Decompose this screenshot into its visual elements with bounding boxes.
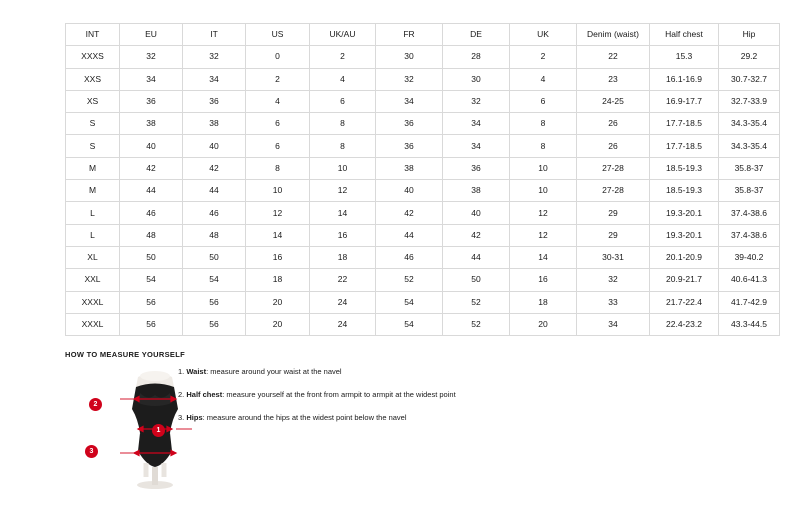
cell-uk-au: 14 bbox=[310, 202, 376, 224]
table-header-row bbox=[66, 24, 780, 46]
cell-de: 36 bbox=[443, 157, 510, 179]
table-row bbox=[66, 269, 780, 291]
cell-uk: 12 bbox=[510, 202, 577, 224]
column-header-uk: UK bbox=[510, 24, 577, 46]
cell-fr: 30 bbox=[376, 46, 443, 68]
instruction-waist bbox=[178, 366, 608, 377]
cell-us: 12 bbox=[246, 202, 310, 224]
cell-uk: 4 bbox=[510, 68, 577, 90]
cell-hip: 41.7-42.9 bbox=[719, 291, 780, 313]
cell-uk: 18 bbox=[510, 291, 577, 313]
cell-uk: 16 bbox=[510, 269, 577, 291]
cell-eu: 32 bbox=[120, 46, 183, 68]
instruction-term-waist: Waist bbox=[186, 367, 207, 376]
size-chart bbox=[65, 23, 767, 336]
cell-hip: 40.6-41.3 bbox=[719, 269, 780, 291]
cell-uk: 12 bbox=[510, 224, 577, 246]
cell-it: 56 bbox=[183, 291, 246, 313]
cell-it: 54 bbox=[183, 269, 246, 291]
cell-half-chest: 15.3 bbox=[650, 46, 719, 68]
cell-uk: 6 bbox=[510, 90, 577, 112]
cell-uk-au: 24 bbox=[310, 313, 376, 335]
cell-uk-au: 12 bbox=[310, 180, 376, 202]
cell-fr: 38 bbox=[376, 157, 443, 179]
cell-us: 4 bbox=[246, 90, 310, 112]
table-row bbox=[66, 157, 780, 179]
cell-eu: 36 bbox=[120, 90, 183, 112]
cell-de: 44 bbox=[443, 246, 510, 268]
cell-hip: 37.4-38.6 bbox=[719, 202, 780, 224]
cell-hip: 34.3-35.4 bbox=[719, 113, 780, 135]
instruction-half-chest bbox=[178, 389, 608, 400]
column-header-int: INT bbox=[66, 24, 120, 46]
column-header-uk-au: UK/AU bbox=[310, 24, 376, 46]
instruction-term-half-chest: Half chest bbox=[186, 390, 223, 399]
cell-half-chest: 20.9-21.7 bbox=[650, 269, 719, 291]
cell-int: XS bbox=[66, 90, 120, 112]
cell-uk-au: 8 bbox=[310, 113, 376, 135]
cell-it: 36 bbox=[183, 90, 246, 112]
cell-fr: 46 bbox=[376, 246, 443, 268]
cell-uk: 2 bbox=[510, 46, 577, 68]
cell-fr: 44 bbox=[376, 224, 443, 246]
column-header-half-chest: Half chest bbox=[650, 24, 719, 46]
cell-denim-waist: 27-28 bbox=[577, 180, 650, 202]
cell-fr: 52 bbox=[376, 269, 443, 291]
cell-uk-au: 18 bbox=[310, 246, 376, 268]
cell-us: 2 bbox=[246, 68, 310, 90]
cell-uk-au: 22 bbox=[310, 269, 376, 291]
cell-fr: 42 bbox=[376, 202, 443, 224]
cell-uk-au: 24 bbox=[310, 291, 376, 313]
cell-hip: 35.8-37 bbox=[719, 157, 780, 179]
cell-half-chest: 22.4-23.2 bbox=[650, 313, 719, 335]
cell-int: XXXL bbox=[66, 291, 120, 313]
cell-int: XXS bbox=[66, 68, 120, 90]
table-row bbox=[66, 313, 780, 335]
cell-denim-waist: 27-28 bbox=[577, 157, 650, 179]
cell-us: 0 bbox=[246, 46, 310, 68]
cell-int: XXXL bbox=[66, 313, 120, 335]
cell-hip: 30.7-32.7 bbox=[719, 68, 780, 90]
cell-half-chest: 19.3-20.1 bbox=[650, 202, 719, 224]
cell-it: 50 bbox=[183, 246, 246, 268]
cell-denim-waist: 23 bbox=[577, 68, 650, 90]
cell-denim-waist: 22 bbox=[577, 46, 650, 68]
cell-it: 40 bbox=[183, 135, 246, 157]
cell-hip: 39-40.2 bbox=[719, 246, 780, 268]
cell-hip: 37.4-38.6 bbox=[719, 224, 780, 246]
cell-us: 8 bbox=[246, 157, 310, 179]
cell-us: 16 bbox=[246, 246, 310, 268]
cell-us: 14 bbox=[246, 224, 310, 246]
column-header-denim-waist: Denim (waist) bbox=[577, 24, 650, 46]
column-header-eu: EU bbox=[120, 24, 183, 46]
cell-eu: 48 bbox=[120, 224, 183, 246]
cell-uk: 10 bbox=[510, 157, 577, 179]
cell-de: 50 bbox=[443, 269, 510, 291]
cell-denim-waist: 26 bbox=[577, 135, 650, 157]
cell-de: 52 bbox=[443, 291, 510, 313]
cell-eu: 56 bbox=[120, 313, 183, 335]
cell-it: 38 bbox=[183, 113, 246, 135]
cell-int: S bbox=[66, 135, 120, 157]
instruction-text-hips: : measure around the hips at the widest point below the navel bbox=[202, 413, 407, 422]
cell-eu: 46 bbox=[120, 202, 183, 224]
cell-hip: 34.3-35.4 bbox=[719, 135, 780, 157]
cell-denim-waist: 26 bbox=[577, 113, 650, 135]
cell-it: 34 bbox=[183, 68, 246, 90]
column-header-fr: FR bbox=[376, 24, 443, 46]
cell-de: 40 bbox=[443, 202, 510, 224]
cell-int: M bbox=[66, 180, 120, 202]
column-header-us: US bbox=[246, 24, 310, 46]
cell-it: 32 bbox=[183, 46, 246, 68]
cell-half-chest: 18.5-19.3 bbox=[650, 180, 719, 202]
cell-eu: 34 bbox=[120, 68, 183, 90]
cell-us: 20 bbox=[246, 291, 310, 313]
cell-denim-waist: 32 bbox=[577, 269, 650, 291]
cell-denim-waist: 29 bbox=[577, 224, 650, 246]
instruction-text-half-chest: : measure yourself at the front from armpit to armpit at the widest point bbox=[222, 390, 456, 399]
cell-half-chest: 18.5-19.3 bbox=[650, 157, 719, 179]
cell-denim-waist: 33 bbox=[577, 291, 650, 313]
cell-us: 18 bbox=[246, 269, 310, 291]
cell-uk-au: 16 bbox=[310, 224, 376, 246]
cell-int: S bbox=[66, 113, 120, 135]
instruction-term-hips: Hips bbox=[186, 413, 203, 422]
cell-uk: 20 bbox=[510, 313, 577, 335]
cell-us: 6 bbox=[246, 135, 310, 157]
cell-us: 20 bbox=[246, 313, 310, 335]
cell-uk-au: 10 bbox=[310, 157, 376, 179]
column-header-it: IT bbox=[183, 24, 246, 46]
cell-eu: 44 bbox=[120, 180, 183, 202]
cell-eu: 42 bbox=[120, 157, 183, 179]
cell-half-chest: 19.3-20.1 bbox=[650, 224, 719, 246]
table-row bbox=[66, 224, 780, 246]
column-header-de: DE bbox=[443, 24, 510, 46]
instruction-hips bbox=[178, 412, 608, 423]
cell-de: 28 bbox=[443, 46, 510, 68]
cell-half-chest: 16.9-17.7 bbox=[650, 90, 719, 112]
cell-it: 48 bbox=[183, 224, 246, 246]
cell-uk: 10 bbox=[510, 180, 577, 202]
cell-eu: 56 bbox=[120, 291, 183, 313]
table-row bbox=[66, 246, 780, 268]
cell-fr: 36 bbox=[376, 113, 443, 135]
how-to-measure-title: HOW TO MEASURE YOURSELF bbox=[65, 350, 185, 359]
cell-hip: 29.2 bbox=[719, 46, 780, 68]
marker-2-half-chest: 2 bbox=[89, 398, 102, 411]
cell-it: 44 bbox=[183, 180, 246, 202]
measure-instructions bbox=[178, 366, 608, 435]
cell-half-chest: 17.7-18.5 bbox=[650, 135, 719, 157]
cell-de: 34 bbox=[443, 113, 510, 135]
instruction-text-waist: : measure around your waist at the navel bbox=[206, 367, 342, 376]
instruction-index-2: 2. bbox=[178, 390, 185, 399]
table-row bbox=[66, 180, 780, 202]
cell-de: 38 bbox=[443, 180, 510, 202]
cell-eu: 40 bbox=[120, 135, 183, 157]
cell-uk-au: 4 bbox=[310, 68, 376, 90]
marker-3-hips: 3 bbox=[85, 445, 98, 458]
cell-int: XXXS bbox=[66, 46, 120, 68]
cell-uk-au: 2 bbox=[310, 46, 376, 68]
cell-it: 56 bbox=[183, 313, 246, 335]
cell-hip: 32.7-33.9 bbox=[719, 90, 780, 112]
cell-uk-au: 8 bbox=[310, 135, 376, 157]
cell-denim-waist: 34 bbox=[577, 313, 650, 335]
cell-it: 46 bbox=[183, 202, 246, 224]
cell-denim-waist: 30-31 bbox=[577, 246, 650, 268]
table-row bbox=[66, 113, 780, 135]
table-row bbox=[66, 90, 780, 112]
cell-int: M bbox=[66, 157, 120, 179]
cell-de: 34 bbox=[443, 135, 510, 157]
marker-1-waist: 1 bbox=[152, 424, 165, 437]
cell-fr: 54 bbox=[376, 313, 443, 335]
cell-denim-waist: 24-25 bbox=[577, 90, 650, 112]
cell-half-chest: 20.1-20.9 bbox=[650, 246, 719, 268]
cell-half-chest: 17.7-18.5 bbox=[650, 113, 719, 135]
cell-uk: 14 bbox=[510, 246, 577, 268]
cell-fr: 36 bbox=[376, 135, 443, 157]
cell-eu: 50 bbox=[120, 246, 183, 268]
cell-fr: 40 bbox=[376, 180, 443, 202]
table-row bbox=[66, 135, 780, 157]
cell-de: 32 bbox=[443, 90, 510, 112]
cell-de: 42 bbox=[443, 224, 510, 246]
size-table bbox=[65, 23, 780, 336]
cell-half-chest: 21.7-22.4 bbox=[650, 291, 719, 313]
cell-fr: 34 bbox=[376, 90, 443, 112]
table-row bbox=[66, 291, 780, 313]
table-row bbox=[66, 202, 780, 224]
table-row bbox=[66, 68, 780, 90]
cell-uk-au: 6 bbox=[310, 90, 376, 112]
cell-int: XXL bbox=[66, 269, 120, 291]
cell-half-chest: 16.1-16.9 bbox=[650, 68, 719, 90]
cell-eu: 38 bbox=[120, 113, 183, 135]
cell-int: XL bbox=[66, 246, 120, 268]
cell-int: L bbox=[66, 224, 120, 246]
cell-fr: 32 bbox=[376, 68, 443, 90]
table-body bbox=[66, 46, 780, 336]
cell-hip: 35.8-37 bbox=[719, 180, 780, 202]
cell-us: 10 bbox=[246, 180, 310, 202]
cell-fr: 54 bbox=[376, 291, 443, 313]
cell-uk: 8 bbox=[510, 113, 577, 135]
cell-de: 30 bbox=[443, 68, 510, 90]
cell-uk: 8 bbox=[510, 135, 577, 157]
instruction-index-1: 1. bbox=[178, 367, 185, 376]
instruction-index-3: 3. bbox=[178, 413, 185, 422]
table-header bbox=[66, 24, 780, 46]
cell-eu: 54 bbox=[120, 269, 183, 291]
cell-us: 6 bbox=[246, 113, 310, 135]
cell-hip: 43.3-44.5 bbox=[719, 313, 780, 335]
cell-it: 42 bbox=[183, 157, 246, 179]
column-header-hip: Hip bbox=[719, 24, 780, 46]
cell-int: L bbox=[66, 202, 120, 224]
cell-denim-waist: 29 bbox=[577, 202, 650, 224]
cell-de: 52 bbox=[443, 313, 510, 335]
table-row bbox=[66, 46, 780, 68]
